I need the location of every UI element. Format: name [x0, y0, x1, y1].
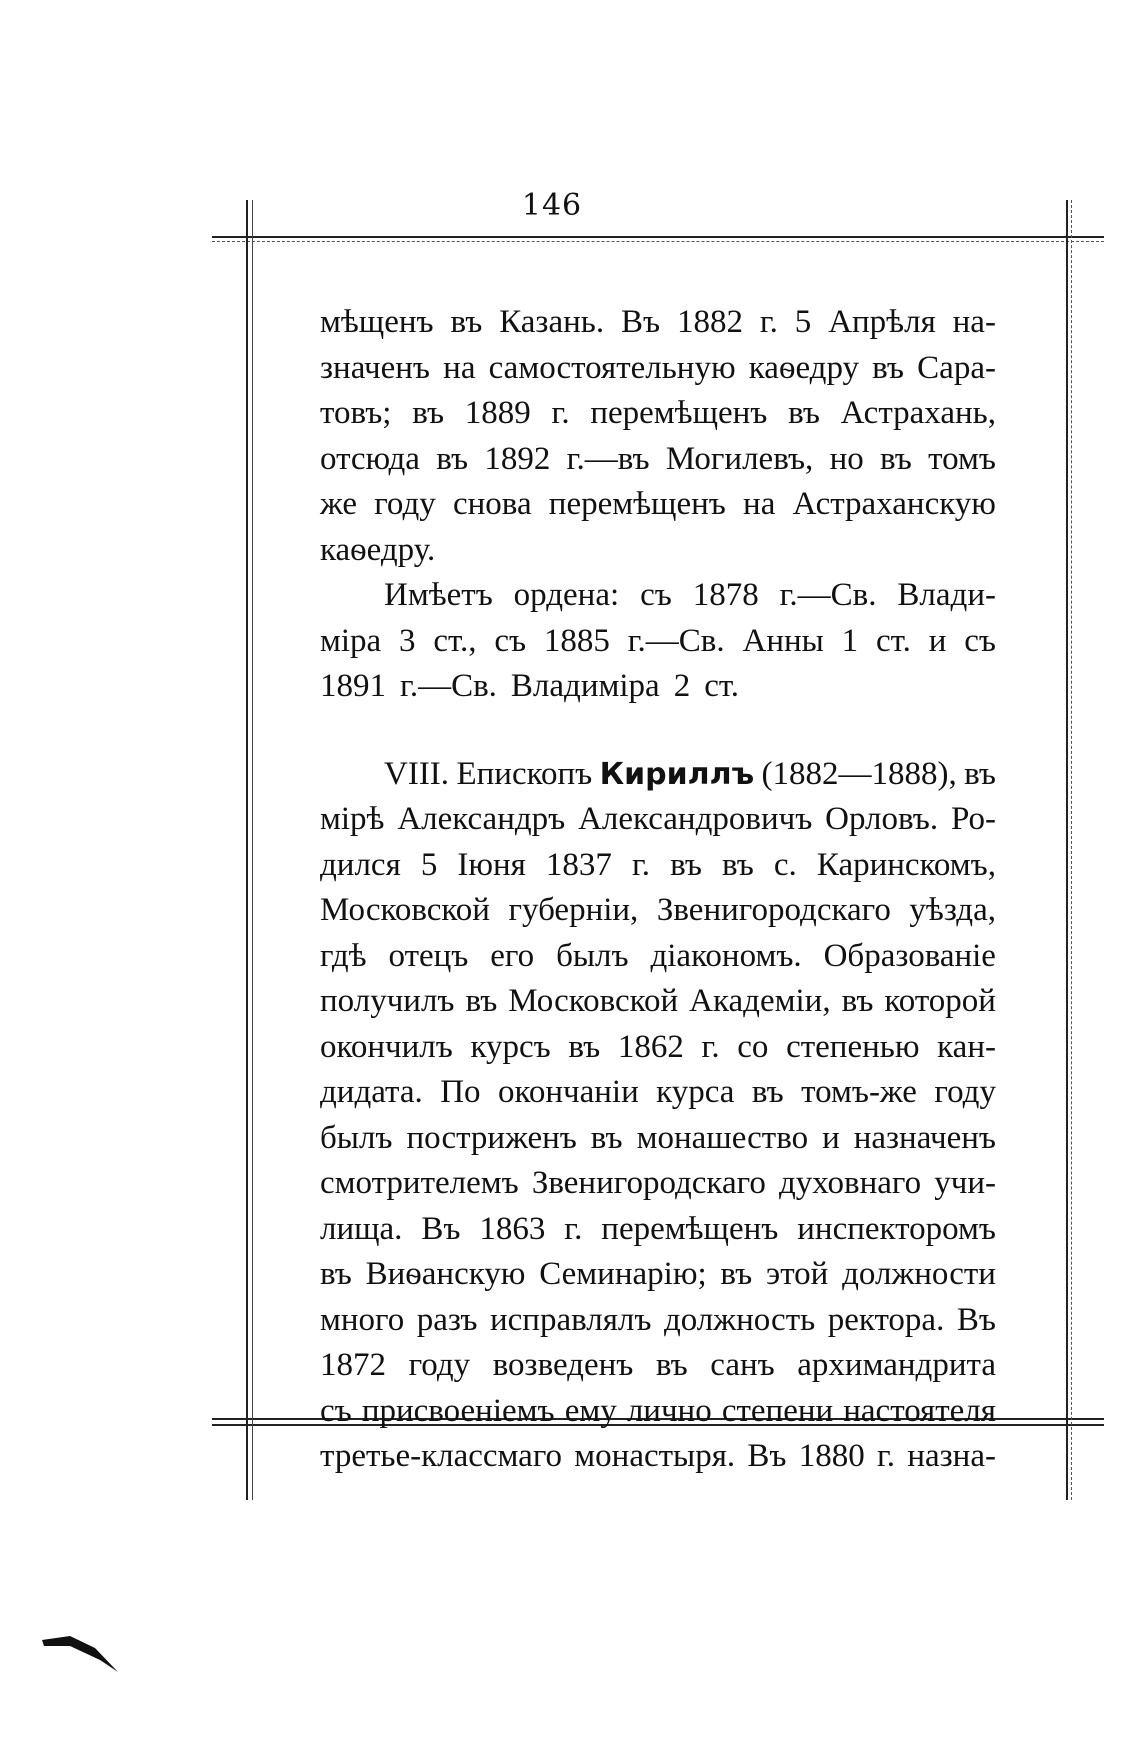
word: въ: [436, 440, 469, 477]
word: Орловъ.: [825, 801, 939, 837]
word: каѳедру: [748, 349, 860, 386]
word: этой: [766, 1256, 829, 1292]
page-number: 146: [521, 188, 583, 223]
word: санъ: [710, 1347, 775, 1383]
right-rule-inner: [1071, 200, 1072, 1500]
text-line: [320, 1298, 996, 1344]
word: Кириллъ: [599, 756, 755, 792]
word: снова: [452, 486, 532, 522]
text-line: [320, 528, 996, 574]
paragraph-1: [320, 300, 996, 573]
word: Астрахань,: [840, 395, 996, 431]
word: мѣщенъ: [320, 304, 434, 340]
word: году: [374, 486, 436, 522]
word: ст.,: [433, 622, 477, 659]
word: ему: [564, 1392, 617, 1429]
word: томъ: [928, 440, 996, 477]
word: смотрителемъ: [320, 1165, 519, 1201]
word: возведенъ: [492, 1347, 634, 1383]
text-line: [320, 300, 996, 346]
word: разъ: [416, 1301, 478, 1338]
word: въ: [568, 1028, 601, 1065]
text-line: [320, 797, 996, 843]
word: въ: [841, 983, 874, 1019]
text-line: [320, 1116, 996, 1162]
word: въ: [964, 755, 996, 792]
word: окончилъ: [320, 1028, 453, 1065]
text-line: [320, 1434, 996, 1480]
word: съ: [320, 1392, 352, 1429]
word: перемѣщенъ: [548, 486, 726, 522]
word: степени: [721, 1392, 834, 1429]
word: 2: [673, 668, 691, 704]
word: Академіи,: [689, 983, 831, 1019]
word: Астраханскую: [792, 486, 996, 522]
word: монастыря.: [574, 1438, 736, 1474]
word: 1892: [484, 440, 551, 477]
word: 1878: [692, 577, 759, 613]
text-line: [320, 482, 996, 528]
paragraph-3: [320, 752, 996, 1480]
word: на: [443, 349, 476, 386]
text-line: [320, 888, 996, 934]
left-rule-inner: [252, 200, 253, 1500]
word: 1872: [320, 1347, 386, 1383]
paragraph-2: [320, 573, 996, 710]
word: г.: [701, 1028, 720, 1065]
word: съ: [640, 577, 672, 613]
word: гдѣ: [320, 937, 367, 974]
word: въ: [450, 304, 483, 340]
word: самостоятельную: [488, 349, 736, 386]
word: г.: [759, 304, 778, 340]
ink-smudge-mark: [40, 1630, 120, 1680]
page-body: [320, 300, 996, 1480]
word: Влади-: [897, 577, 996, 613]
word: исправлялъ: [489, 1301, 652, 1338]
word: былъ: [556, 937, 629, 974]
word: г.—Св.: [627, 622, 725, 659]
word: съ: [494, 622, 527, 659]
text-line: [320, 1252, 996, 1298]
word: 1862: [617, 1028, 684, 1065]
word: курса: [656, 1074, 735, 1110]
word: Епископъ: [456, 755, 593, 792]
word: товъ;: [320, 395, 392, 431]
word: уѣзда,: [909, 892, 996, 928]
word: и: [822, 1119, 840, 1156]
word: дидата.: [320, 1074, 423, 1110]
text-line: [320, 346, 996, 392]
word: Іюня: [457, 846, 526, 883]
word: въ: [720, 1256, 753, 1292]
word: Въ: [747, 1438, 787, 1474]
word: Въ: [421, 1210, 461, 1247]
word: Апрѣля: [828, 304, 936, 340]
word: духовнаго: [778, 1165, 922, 1201]
word: отецъ: [388, 937, 469, 974]
word: 5: [420, 846, 438, 883]
word: назна-: [907, 1438, 996, 1474]
word: въ: [320, 1256, 352, 1292]
text-line: [320, 664, 996, 710]
word: Могилевъ,: [665, 440, 814, 477]
word: отсюда: [320, 440, 420, 477]
word: 1880: [798, 1438, 865, 1474]
word: міра: [320, 622, 382, 659]
word: на-: [952, 304, 996, 340]
word: настоятеля: [843, 1392, 996, 1429]
word: Въ: [620, 304, 661, 340]
word: Каринскомъ,: [816, 846, 996, 883]
word: въ: [751, 1074, 784, 1110]
word: въ: [465, 983, 498, 1019]
word: со: [737, 1028, 769, 1065]
word: Казань.: [499, 304, 605, 340]
word: въ: [670, 846, 702, 883]
text-line: [320, 1343, 996, 1389]
text-line: [320, 573, 996, 619]
word: получилъ: [320, 983, 455, 1019]
word: назначенъ: [853, 1119, 996, 1156]
word: курсъ: [470, 1028, 551, 1065]
word: г.: [564, 1210, 583, 1247]
word: Ро-: [950, 801, 996, 837]
word: с.: [773, 846, 797, 883]
word: По: [440, 1074, 481, 1110]
text-line: [320, 1389, 996, 1435]
word: Образованіе: [823, 937, 996, 974]
word: въ: [412, 395, 445, 431]
word: перемѣщенъ: [601, 1210, 779, 1247]
word: VIII.: [384, 755, 450, 792]
top-rule: [212, 236, 1104, 238]
word: 1: [841, 622, 859, 659]
word: лично: [626, 1392, 712, 1429]
word: (1882—1888),: [761, 755, 957, 792]
word: Звенигородскаго: [656, 892, 891, 928]
word: но: [829, 440, 864, 477]
text-line: [320, 979, 996, 1025]
word: Александръ: [397, 801, 566, 837]
word: г.—въ: [566, 440, 650, 477]
word: много: [320, 1301, 405, 1338]
word: которой: [884, 983, 996, 1019]
word: Въ: [956, 1301, 996, 1338]
word: должности: [842, 1256, 996, 1292]
word: 5: [794, 304, 812, 340]
word: 1885: [543, 622, 610, 659]
text-line: [320, 1161, 996, 1207]
word: ректора.: [827, 1301, 945, 1338]
word: перемѣщенъ: [590, 395, 768, 431]
word: 1837: [545, 846, 612, 883]
word: Звенигородскаго: [531, 1165, 766, 1201]
word: Владиміра: [510, 668, 660, 704]
word: степенью: [786, 1028, 920, 1065]
word: 1882: [676, 304, 743, 340]
word: г.: [876, 1438, 896, 1474]
word: Московской: [320, 892, 490, 928]
word: и: [928, 622, 947, 659]
word: третье-классмаго: [320, 1438, 563, 1474]
text-line: [320, 619, 996, 665]
word: Александровичъ: [578, 801, 813, 837]
word: былъ: [320, 1119, 393, 1156]
word: кан-: [937, 1028, 996, 1065]
word: Сара-: [917, 349, 996, 386]
text-line: [320, 437, 996, 483]
text-line: [320, 1207, 996, 1253]
word: инспекторомъ: [797, 1210, 996, 1247]
word: 1863: [479, 1210, 546, 1247]
left-rule: [246, 200, 248, 1500]
word: постриженъ: [406, 1119, 577, 1156]
word: ордена:: [513, 577, 620, 613]
word: значенъ: [320, 349, 430, 386]
word: г.—Св.: [400, 668, 497, 704]
word: Имѣетъ: [384, 577, 493, 613]
word: Московской: [508, 983, 679, 1019]
word: томъ-же: [801, 1074, 917, 1110]
word: же: [320, 486, 358, 522]
word: г.: [631, 846, 651, 883]
text-line: [320, 752, 996, 798]
word: въ: [655, 1347, 688, 1383]
word: году: [934, 1074, 996, 1110]
word: Семинарію;: [539, 1256, 707, 1292]
word: ст.: [704, 668, 740, 704]
word: г.: [551, 395, 570, 431]
word: каѳедру.: [320, 531, 436, 568]
word: присвоеніемъ: [361, 1392, 555, 1429]
word: архимандрита: [797, 1347, 996, 1383]
section-gap: [320, 710, 996, 752]
word: діакономъ.: [650, 937, 802, 974]
word: году: [408, 1347, 471, 1383]
text-line: [320, 1025, 996, 1071]
word: г.—Св.: [779, 577, 877, 613]
text-line: [320, 934, 996, 980]
word: лища.: [320, 1210, 403, 1247]
word: съ: [964, 622, 996, 659]
word: монашество: [636, 1119, 809, 1156]
word: мірѣ: [320, 801, 385, 837]
word: въ: [722, 846, 754, 883]
word: дился: [320, 846, 401, 883]
word: въ: [872, 349, 904, 386]
word: 1891: [320, 668, 386, 704]
top-rule-inner: [212, 241, 1104, 242]
word: должность: [663, 1301, 816, 1338]
word: въ: [590, 1119, 623, 1156]
word: учи-: [934, 1165, 996, 1201]
right-rule: [1066, 200, 1068, 1500]
word: Виѳанскую: [365, 1256, 526, 1292]
text-line: [320, 391, 996, 437]
word: въ: [880, 440, 912, 477]
word: 1889: [464, 395, 531, 431]
word: губерніи,: [508, 892, 639, 928]
word: въ: [788, 395, 820, 431]
text-line: [320, 1070, 996, 1116]
text-line: [320, 843, 996, 889]
word: Анны: [742, 622, 824, 659]
word: его: [490, 937, 535, 974]
word: 3: [399, 622, 416, 659]
word: ст.: [876, 622, 911, 659]
word: окончаніи: [497, 1074, 639, 1110]
word: на: [743, 486, 776, 522]
